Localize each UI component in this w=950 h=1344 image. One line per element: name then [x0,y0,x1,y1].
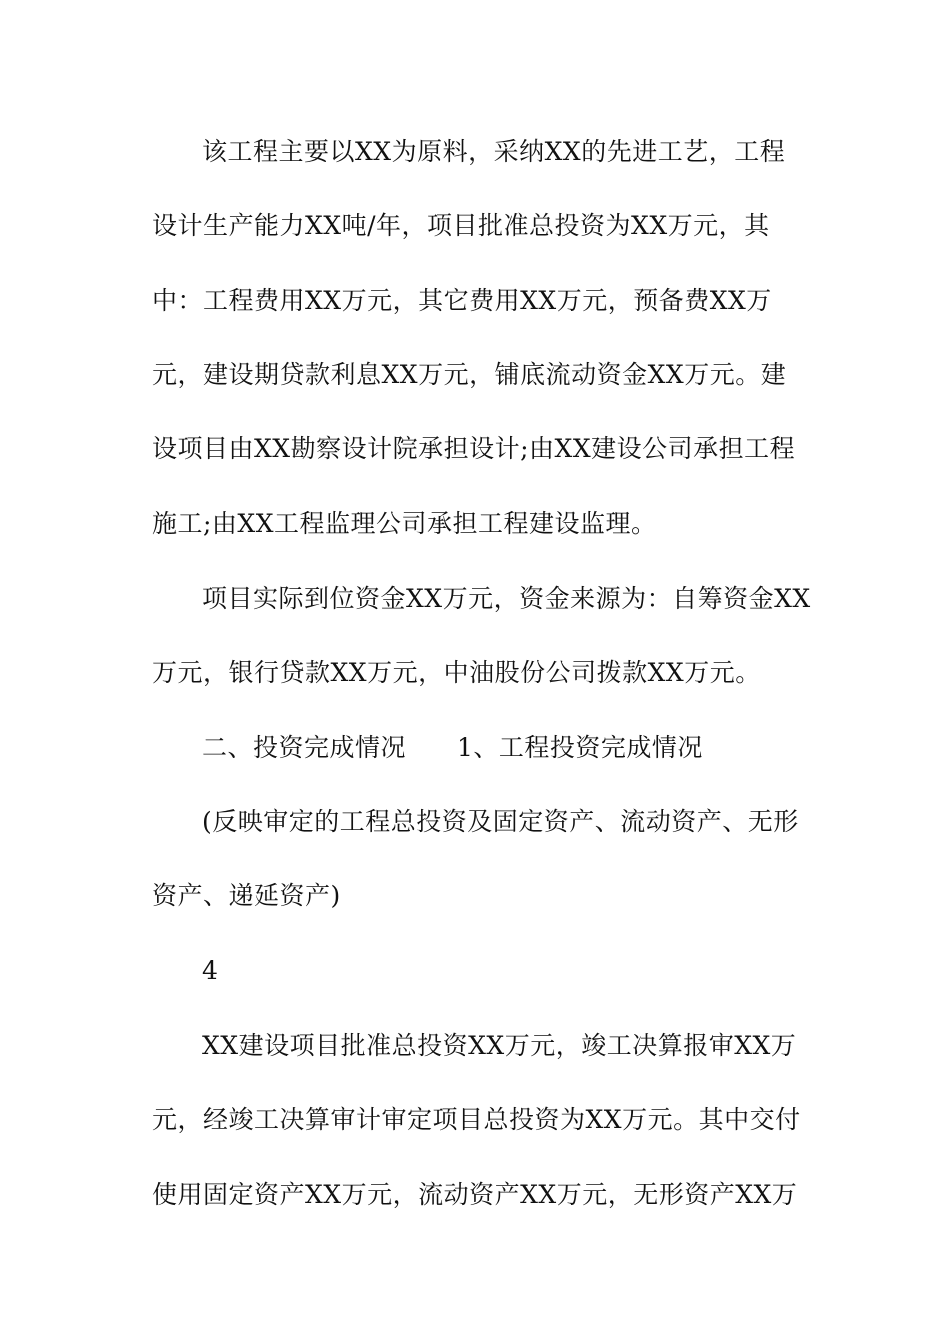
section-heading: 二、投资完成情况 1、工程投资完成情况 [202,733,703,762]
note-line-2: 资产、递延资产) [152,881,341,910]
paragraph-1-line-5: 设项目由XX勘察设计院承担设计;由XX建设公司承担工程 [152,434,796,463]
paragraph-3-line-2: 元，经竣工决算审计审定项目总投资为XX万元。其中交付 [152,1105,801,1134]
paragraph-1-line-6: 施工;由XX工程监理公司承担工程建设监理。 [152,509,657,538]
paragraph-1-line-1: 该工程主要以XX为原料，采纳XX的先进工艺，工程 [202,137,786,166]
paragraph-2-line-1: 项目实际到位资金XX万元，资金来源为：自筹资金XX [202,584,811,613]
paragraph-1-line-4: 元，建设期贷款利息XX万元，铺底流动资金XX万元。建 [152,360,787,389]
paragraph-1-line-2: 设计生产能力XX吨/年，项目批准总投资为XX万元，其 [152,211,770,240]
paragraph-3-line-3: 使用固定资产XX万元，流动资产XX万元，无形资产XX万 [152,1180,798,1209]
paragraph-2-line-2: 万元，银行贷款XX万元，中油股份公司拨款XX万元。 [152,658,761,687]
paragraph-3-line-1: XX建设项目批准总投资XX万元，竣工决算报审XX万 [202,1031,797,1060]
page-number: 4 [202,956,219,985]
note-line-1: (反映审定的工程总投资及固定资产、流动资产、无形 [202,807,799,836]
paragraph-1-line-3: 中：工程费用XX万元，其它费用XX万元，预备费XX万 [152,286,772,315]
